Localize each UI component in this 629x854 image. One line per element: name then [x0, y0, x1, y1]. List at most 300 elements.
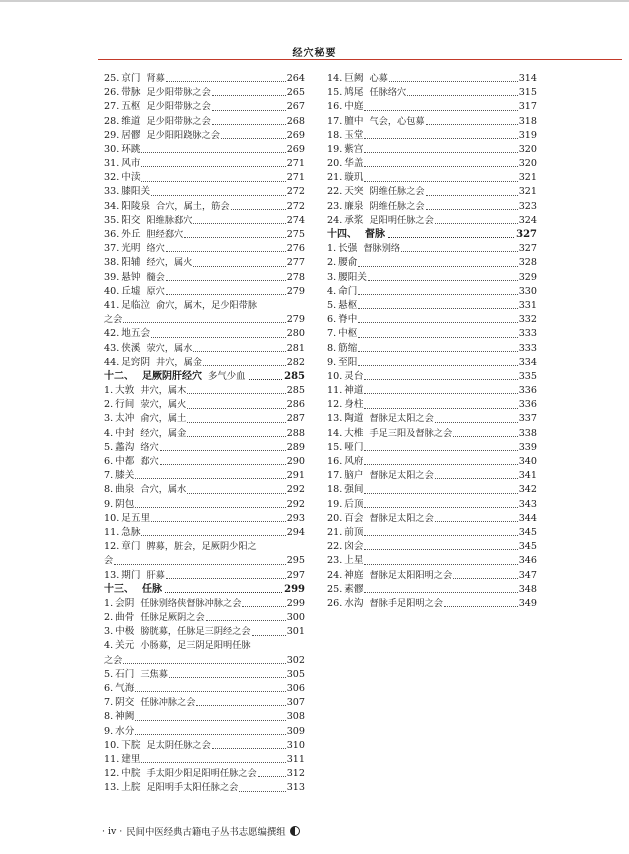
page-number: 327 [516, 229, 537, 241]
toc-entry[interactable] [104, 143, 305, 157]
entry-note: 会 [104, 555, 114, 567]
entry-note: 之会 [104, 654, 123, 666]
toc-entry[interactable] [104, 86, 305, 100]
entry-number: 35. [104, 214, 120, 226]
section-subtitle: 多气少血 [208, 370, 246, 382]
toc-entry[interactable] [104, 200, 305, 214]
page-number: 285 [284, 370, 305, 382]
page-number: 344 [518, 512, 537, 524]
page-number: 345 [518, 526, 537, 538]
entry-note: 井穴，属木 [140, 385, 187, 397]
toc-entry[interactable] [104, 512, 305, 526]
entry-number: 1. [104, 385, 114, 397]
acupoint-name: 承浆 [344, 214, 364, 226]
toc-entry[interactable] [104, 413, 305, 427]
page-number: 311 [286, 753, 305, 765]
dot-leader [212, 95, 286, 96]
acupoint-name: 中枢 [338, 328, 358, 340]
toc-left-column [104, 72, 305, 796]
toc-entry[interactable] [327, 242, 537, 256]
dot-leader [389, 81, 518, 82]
dot-leader [151, 521, 286, 522]
entry-note: 足阳明任脉之会 [369, 214, 434, 226]
dot-leader [169, 677, 286, 678]
dot-leader [123, 663, 285, 664]
toc-entry[interactable] [327, 483, 537, 497]
toc-entry[interactable] [104, 483, 305, 497]
entry-number: 16. [327, 456, 343, 468]
section-title: 足厥阴肝经穴 [142, 370, 202, 382]
toc-entry[interactable] [104, 256, 305, 270]
toc-entry[interactable] [327, 398, 537, 412]
acupoint-name: 下脘 [121, 739, 141, 751]
page-number: 282 [286, 356, 305, 368]
dot-leader [187, 393, 285, 394]
toc-entry[interactable] [104, 214, 305, 228]
entry-note: 膀胱募，任脉足三阴经之会 [140, 626, 251, 638]
entry-number: 8. [104, 711, 114, 723]
dot-leader [203, 365, 286, 366]
page-number: 315 [518, 87, 537, 99]
section-heading[interactable] [327, 228, 537, 242]
entry-number: 25. [104, 72, 120, 84]
toc-entry[interactable] [104, 569, 305, 583]
acupoint-name: 陶道 [344, 413, 364, 425]
entry-number: 24. [327, 214, 343, 226]
toc-entry[interactable] [327, 583, 537, 597]
dot-leader [212, 748, 286, 749]
dot-leader [151, 195, 286, 196]
toc-entry[interactable] [104, 696, 305, 710]
page-number: 323 [518, 200, 537, 212]
dot-leader [123, 322, 285, 323]
entry-number: 11. [104, 753, 120, 765]
page-number: 336 [518, 399, 537, 411]
entry-number: 24. [327, 569, 343, 581]
page-number: 265 [286, 87, 305, 99]
page-number: 297 [286, 569, 305, 581]
entry-number: 13. [104, 569, 120, 581]
entry-note: 督脉手足阳明之会 [369, 597, 443, 609]
entry-note: 俞穴，属土 [140, 413, 187, 425]
toc-entry[interactable] [104, 455, 305, 469]
entry-note: 督脉足太阳阳明之会 [369, 569, 453, 581]
toc-entry[interactable] [104, 157, 305, 171]
acupoint-name: 京门 [121, 72, 141, 84]
dot-leader [388, 237, 514, 238]
entry-number: 10. [104, 739, 120, 751]
entry-note: 小肠募，足三阴足阳明任脉 [140, 640, 251, 652]
dot-leader [364, 450, 517, 451]
entry-number: 25. [327, 583, 343, 595]
entry-number: 19. [327, 143, 343, 155]
entry-number: 21. [327, 526, 343, 538]
page-footer [102, 824, 300, 838]
entry-number: 8. [104, 484, 114, 496]
page-number: 292 [286, 484, 305, 496]
toc-entry[interactable] [327, 370, 537, 384]
toc-entry[interactable] [104, 753, 305, 767]
section-number: 十四、 [327, 229, 357, 241]
toc-entry[interactable] [327, 498, 537, 512]
page-number: 307 [286, 697, 305, 709]
section-title: 督脉 [365, 229, 385, 241]
entry-number: 22. [327, 541, 343, 553]
toc-entry[interactable] [327, 342, 537, 356]
acupoint-name: 廉泉 [344, 200, 364, 212]
entry-number: 13. [104, 782, 120, 794]
entry-number: 4. [104, 640, 114, 652]
entry-note: 荥穴，属火 [140, 399, 187, 411]
page-number: 333 [518, 342, 537, 354]
toc-entry[interactable] [104, 285, 305, 299]
toc-entry[interactable] [104, 441, 305, 455]
toc-entry[interactable] [104, 398, 305, 412]
dot-leader [426, 195, 518, 196]
dot-leader [206, 620, 286, 621]
acupoint-name: 中渎 [121, 172, 141, 184]
dot-leader [364, 564, 517, 565]
toc-entry[interactable] [327, 72, 537, 86]
acupoint-name: 丘墟 [121, 285, 141, 297]
page-number: 342 [518, 484, 537, 496]
toc-entry[interactable] [104, 242, 305, 256]
toc-entry[interactable] [327, 327, 537, 341]
entry-note: 经穴，属火 [146, 257, 193, 269]
dot-leader [151, 337, 286, 338]
entry-number: 18. [327, 484, 343, 496]
toc-entry[interactable] [327, 313, 537, 327]
entry-number: 2. [327, 257, 337, 269]
page-number: 335 [518, 370, 537, 382]
dot-leader [444, 606, 518, 607]
dot-leader [242, 606, 285, 607]
page-number: 268 [286, 115, 305, 127]
dot-leader [135, 691, 285, 692]
dot-leader [141, 181, 285, 182]
entry-number: 3. [104, 626, 114, 638]
dot-leader [212, 124, 286, 125]
toc-entry[interactable] [327, 441, 537, 455]
dot-leader [364, 464, 517, 465]
entry-note: 督脉足太阳之会 [369, 413, 434, 425]
toc-entry[interactable] [327, 157, 537, 171]
dot-leader [166, 578, 286, 579]
toc-entry[interactable] [104, 384, 305, 398]
entry-number: 3. [104, 413, 114, 425]
dot-leader [141, 166, 285, 167]
acupoint-name: 居髎 [121, 129, 141, 141]
toc-entry[interactable] [104, 469, 305, 483]
entry-note: 心募 [369, 72, 388, 84]
acupoint-name: 璇玑 [344, 172, 364, 184]
footer-page-number: · iv · [102, 825, 123, 837]
page-number: 324 [518, 214, 537, 226]
toc-entry[interactable] [327, 129, 537, 143]
acupoint-name: 带脉 [121, 87, 141, 99]
toc-entry[interactable] [104, 540, 305, 554]
dot-leader [401, 251, 518, 252]
acupoint-name: 行间 [115, 399, 135, 411]
toc-entry[interactable] [104, 597, 305, 611]
acupoint-name: 灵台 [344, 370, 364, 382]
toc-entry[interactable] [104, 767, 305, 781]
page-number: 271 [286, 158, 305, 170]
page-number: 328 [518, 257, 537, 269]
page-number: 345 [518, 541, 537, 553]
toc-entry[interactable] [104, 129, 305, 143]
dot-leader [166, 251, 286, 252]
dot-leader [252, 635, 286, 636]
page-number: 320 [518, 143, 537, 155]
entry-note: 任脉足厥阴之会 [140, 612, 205, 624]
toc-entry[interactable] [327, 200, 537, 214]
toc-entry[interactable] [327, 271, 537, 285]
toc-entry[interactable] [104, 228, 305, 242]
toc-entry[interactable] [327, 554, 537, 568]
acupoint-name: 后顶 [344, 498, 364, 510]
acupoint-name: 会阴 [115, 597, 135, 609]
page-number: 343 [518, 498, 537, 510]
entry-note: 合穴，属水 [140, 484, 187, 496]
toc-entry[interactable] [104, 668, 305, 682]
toc-entry[interactable] [327, 86, 537, 100]
page-number: 308 [286, 711, 305, 723]
acupoint-name: 神阙 [115, 711, 135, 723]
toc-entry[interactable] [327, 455, 537, 469]
dot-leader [187, 408, 285, 409]
toc-entry-continuation[interactable] [104, 554, 305, 568]
toc-entry[interactable] [104, 356, 305, 370]
entry-number: 1. [327, 243, 337, 255]
acupoint-name: 中封 [115, 427, 135, 439]
acupoint-name: 地五会 [121, 328, 151, 340]
entry-number: 33. [104, 186, 120, 198]
page-number: 272 [286, 200, 305, 212]
entry-number: 13. [327, 413, 343, 425]
toc-entry[interactable] [327, 413, 537, 427]
acupoint-name: 至阳 [338, 356, 358, 368]
dot-leader [364, 110, 517, 111]
section-number: 十二、 [104, 370, 134, 382]
acupoint-name: 命门 [338, 285, 358, 297]
acupoint-name: 天突 [344, 186, 364, 198]
entry-note: 足少阳带脉之会 [146, 87, 211, 99]
entry-number: 4. [327, 285, 337, 297]
toc-entry[interactable] [104, 72, 305, 86]
toc-right-column [327, 72, 537, 611]
toc-entry[interactable] [327, 526, 537, 540]
page-number: 312 [286, 768, 305, 780]
entry-number: 3. [327, 271, 337, 283]
entry-note: 三焦募 [140, 668, 168, 680]
page-number: 313 [286, 782, 305, 794]
entry-number: 6. [104, 683, 114, 695]
page-number: 314 [518, 72, 537, 84]
toc-entry[interactable] [104, 781, 305, 795]
dot-leader [453, 578, 518, 579]
acupoint-name: 期门 [121, 569, 141, 581]
entry-number: 5. [327, 299, 337, 311]
toc-entry[interactable] [104, 342, 305, 356]
dot-leader [221, 138, 286, 139]
toc-entry[interactable] [327, 512, 537, 526]
page-number: 330 [518, 285, 537, 297]
entry-number: 2. [104, 399, 114, 411]
toc-entry[interactable] [104, 327, 305, 341]
acupoint-name: 悬钟 [121, 271, 141, 283]
toc-entry[interactable] [327, 171, 537, 185]
toc-entry[interactable] [327, 186, 537, 200]
toc-entry[interactable] [104, 186, 305, 200]
half-circle-icon [290, 826, 300, 836]
dot-leader [239, 791, 285, 792]
toc-entry[interactable] [327, 256, 537, 270]
entry-note: 足少阳带脉之会 [146, 115, 211, 127]
page-number: 294 [286, 526, 305, 538]
acupoint-name: 建里 [121, 753, 141, 765]
toc-entry[interactable] [327, 540, 537, 554]
dot-leader [135, 720, 285, 721]
entry-number: 20. [327, 158, 343, 170]
entry-number: 27. [104, 101, 120, 113]
page-number: 276 [286, 243, 305, 255]
toc-entry[interactable] [104, 682, 305, 696]
toc-entry-continuation[interactable] [104, 313, 305, 327]
acupoint-name: 素髎 [344, 583, 364, 595]
page-number: 338 [518, 427, 537, 439]
acupoint-name: 关元 [115, 640, 135, 652]
dot-leader [426, 209, 518, 210]
dot-leader [358, 351, 517, 352]
page-number: 334 [518, 356, 537, 368]
acupoint-name: 阳辅 [121, 257, 141, 269]
toc-entry[interactable] [104, 640, 305, 654]
toc-entry[interactable] [327, 285, 537, 299]
dot-leader [165, 592, 282, 593]
entry-note: 络穴 [140, 441, 159, 453]
entry-number: 21. [327, 172, 343, 184]
toc-entry[interactable] [104, 725, 305, 739]
dot-leader [364, 166, 517, 167]
dot-leader [212, 110, 286, 111]
acupoint-name: 侠溪 [121, 342, 141, 354]
acupoint-name: 中庭 [344, 101, 364, 113]
acupoint-name: 太冲 [115, 413, 135, 425]
toc-entry[interactable] [327, 115, 537, 129]
toc-entry[interactable] [327, 143, 537, 157]
acupoint-name: 五枢 [121, 101, 141, 113]
acupoint-name: 脑户 [344, 470, 364, 482]
entry-number: 5. [104, 668, 114, 680]
toc-entry[interactable] [104, 739, 305, 753]
dot-leader [166, 280, 286, 281]
acupoint-name: 百会 [344, 512, 364, 524]
entry-note: 阴维任脉之会 [369, 186, 425, 198]
page-number: 264 [286, 72, 305, 84]
page-number: 289 [286, 441, 305, 453]
page-number: 272 [286, 186, 305, 198]
toc-entry[interactable] [327, 427, 537, 441]
page-number: 291 [286, 470, 305, 482]
entry-number: 7. [327, 328, 337, 340]
toc-entry[interactable] [104, 271, 305, 285]
toc-entry[interactable] [327, 214, 537, 228]
toc-entry[interactable] [104, 115, 305, 129]
entry-note: 督脉别络 [363, 243, 401, 255]
toc-entry[interactable] [104, 100, 305, 114]
section-heading[interactable] [104, 583, 305, 597]
entry-note: 俞穴，属木，足少阳带脉 [156, 299, 258, 311]
running-header-title: 经穴秘要 [292, 48, 337, 59]
page-number: 340 [518, 456, 537, 468]
toc-entry[interactable] [104, 526, 305, 540]
entry-number: 1. [104, 597, 114, 609]
entry-number: 39. [104, 271, 120, 283]
page-number: 318 [518, 115, 537, 127]
page-number: 331 [518, 299, 537, 311]
toc-entry[interactable] [327, 356, 537, 370]
section-heading[interactable] [104, 370, 305, 384]
dot-leader [135, 507, 285, 508]
toc-entry[interactable] [327, 384, 537, 398]
toc-entry[interactable] [104, 710, 305, 724]
acupoint-name: 腰阳关 [338, 271, 367, 283]
toc-entry[interactable] [327, 469, 537, 483]
entry-number: 4. [104, 427, 114, 439]
page-number: 299 [284, 583, 305, 595]
entry-note: 络穴 [146, 243, 165, 255]
acupoint-name: 悬枢 [338, 299, 358, 311]
toc-entry[interactable] [104, 611, 305, 625]
toc-entry[interactable] [327, 597, 537, 611]
entry-note: 手足三阳及督脉之会 [369, 427, 453, 439]
entry-number: 6. [104, 456, 114, 468]
entry-note: 井穴，属金 [156, 356, 202, 368]
page-number: 279 [286, 314, 305, 326]
page-number: 349 [518, 597, 537, 609]
entry-number: 23. [327, 555, 343, 567]
entry-note: 足太阴任脉之会 [146, 739, 211, 751]
entry-number: 15. [327, 87, 343, 99]
dot-leader [364, 535, 517, 536]
toc-entry[interactable] [104, 299, 305, 313]
toc-entry[interactable] [104, 171, 305, 185]
page-number: 321 [518, 172, 537, 184]
entry-number: 44. [104, 356, 120, 368]
page-number: 288 [286, 427, 305, 439]
entry-number: 9. [104, 498, 114, 510]
entry-number: 43. [104, 342, 120, 354]
toc-entry[interactable] [104, 498, 305, 512]
toc-entry[interactable] [327, 299, 537, 313]
dot-leader [407, 95, 517, 96]
toc-entry[interactable] [327, 100, 537, 114]
entry-note: 足阳明手太阳任脉之会 [146, 782, 239, 794]
toc-entry[interactable] [327, 569, 537, 583]
entry-number: 16. [327, 101, 343, 113]
toc-entry-continuation[interactable] [104, 654, 305, 668]
acupoint-name: 维道 [121, 115, 141, 127]
page-number: 329 [518, 271, 537, 283]
acupoint-name: 强间 [344, 484, 364, 496]
dot-leader [135, 478, 285, 479]
entry-number: 41. [104, 299, 120, 311]
entry-number: 8. [327, 342, 337, 354]
toc-entry[interactable] [104, 625, 305, 639]
dot-leader [426, 124, 518, 125]
toc-entry[interactable] [104, 427, 305, 441]
